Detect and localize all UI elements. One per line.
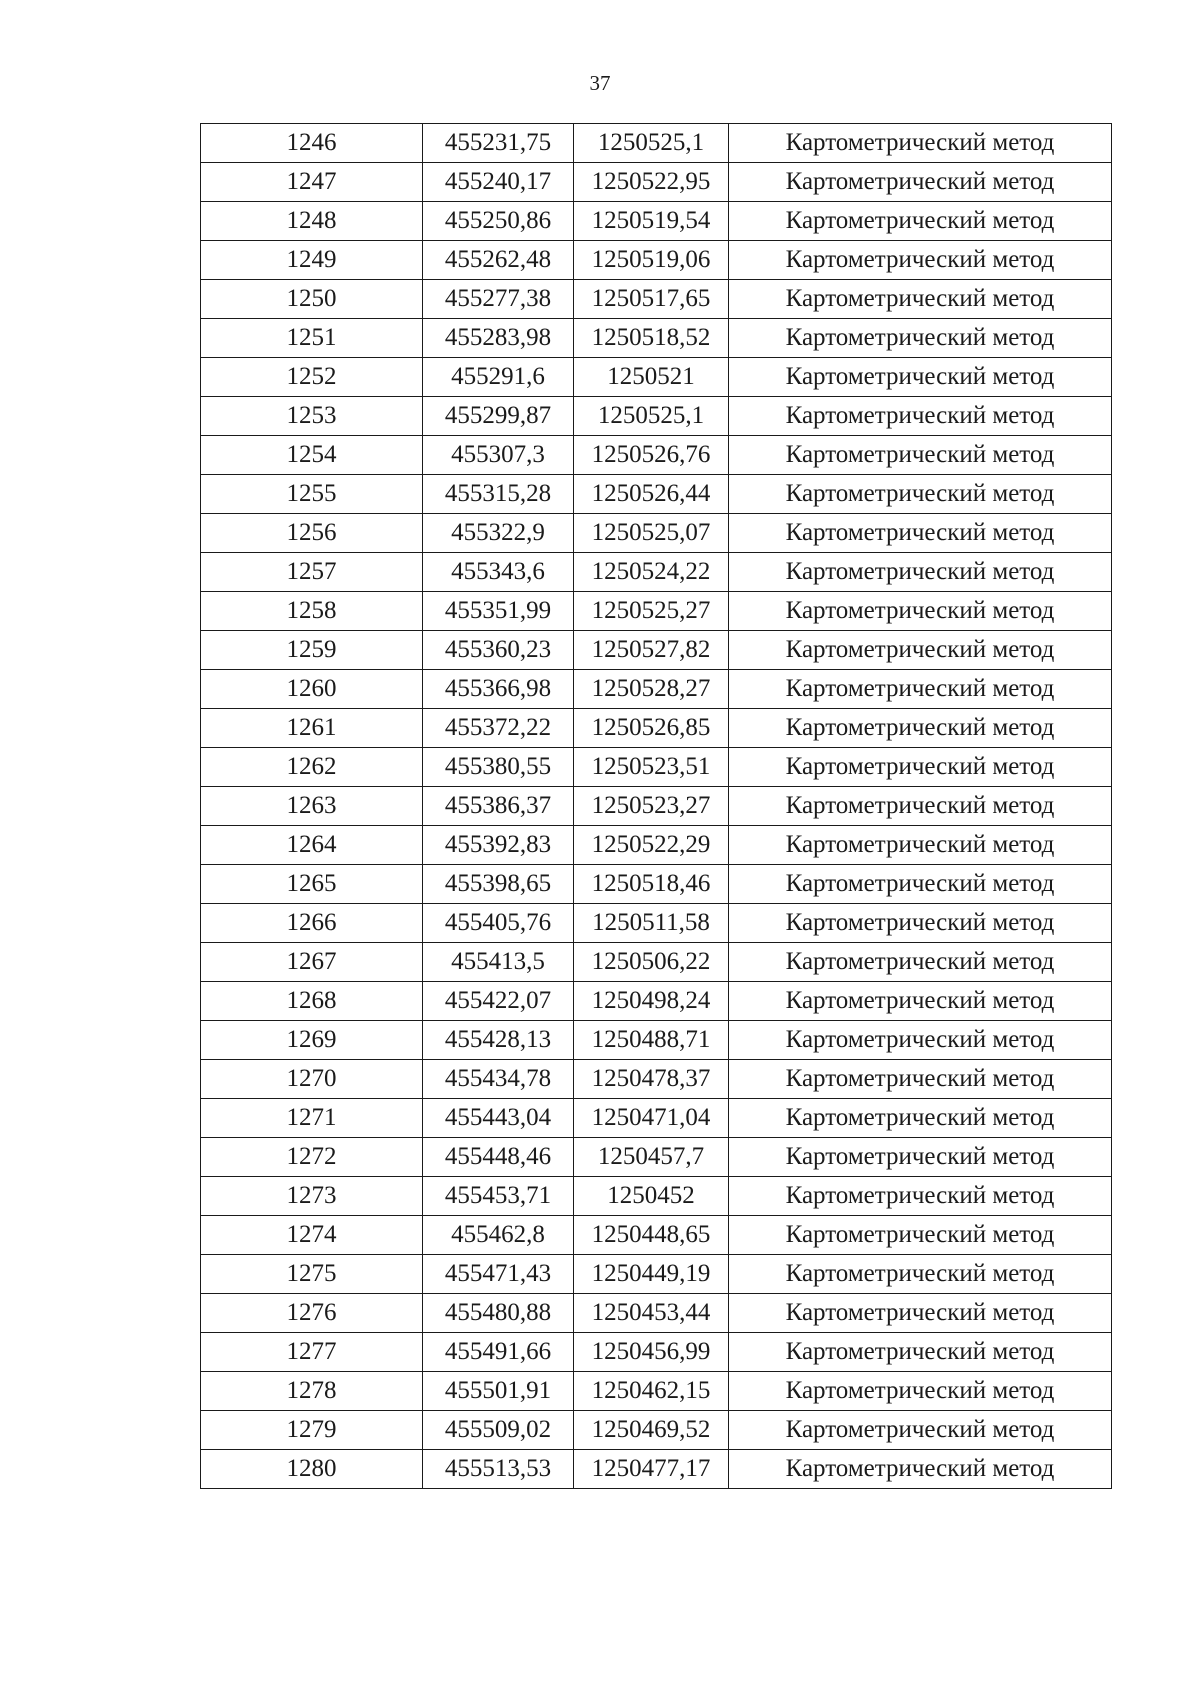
method-cell: Картометрический метод xyxy=(729,1372,1112,1411)
x-coordinate-cell: 455299,87 xyxy=(423,397,574,436)
x-coordinate-cell: 455509,02 xyxy=(423,1411,574,1450)
point-id-cell: 1274 xyxy=(201,1216,423,1255)
method-cell: Картометрический метод xyxy=(729,436,1112,475)
x-coordinate-cell: 455428,13 xyxy=(423,1021,574,1060)
y-coordinate-cell: 1250453,44 xyxy=(574,1294,729,1333)
y-coordinate-cell: 1250506,22 xyxy=(574,943,729,982)
point-id-cell: 1276 xyxy=(201,1294,423,1333)
table-row xyxy=(201,787,1112,826)
y-coordinate-cell: 1250525,27 xyxy=(574,592,729,631)
table-row xyxy=(201,280,1112,319)
x-coordinate-cell: 455262,48 xyxy=(423,241,574,280)
y-coordinate-cell: 1250519,54 xyxy=(574,202,729,241)
x-coordinate-cell: 455277,38 xyxy=(423,280,574,319)
x-coordinate-cell: 455462,8 xyxy=(423,1216,574,1255)
x-coordinate-cell: 455386,37 xyxy=(423,787,574,826)
point-id-cell: 1277 xyxy=(201,1333,423,1372)
table-row xyxy=(201,1060,1112,1099)
table-row xyxy=(201,592,1112,631)
x-coordinate-cell: 455513,53 xyxy=(423,1450,574,1489)
method-cell: Картометрический метод xyxy=(729,1021,1112,1060)
point-id-cell: 1261 xyxy=(201,709,423,748)
table-row xyxy=(201,319,1112,358)
point-id-cell: 1253 xyxy=(201,397,423,436)
x-coordinate-cell: 455351,99 xyxy=(423,592,574,631)
point-id-cell: 1256 xyxy=(201,514,423,553)
method-cell: Картометрический метод xyxy=(729,592,1112,631)
y-coordinate-cell: 1250449,19 xyxy=(574,1255,729,1294)
method-cell: Картометрический метод xyxy=(729,124,1112,163)
method-cell: Картометрический метод xyxy=(729,1216,1112,1255)
x-coordinate-cell: 455453,71 xyxy=(423,1177,574,1216)
y-coordinate-cell: 1250519,06 xyxy=(574,241,729,280)
table-row xyxy=(201,553,1112,592)
method-cell: Картометрический метод xyxy=(729,865,1112,904)
x-coordinate-cell: 455392,83 xyxy=(423,826,574,865)
table-row xyxy=(201,124,1112,163)
table-row xyxy=(201,904,1112,943)
point-id-cell: 1270 xyxy=(201,1060,423,1099)
page-number: 37 xyxy=(589,71,611,95)
method-cell: Картометрический метод xyxy=(729,1255,1112,1294)
x-coordinate-cell: 455398,65 xyxy=(423,865,574,904)
method-cell: Картометрический метод xyxy=(729,787,1112,826)
method-cell: Картометрический метод xyxy=(729,826,1112,865)
point-id-cell: 1266 xyxy=(201,904,423,943)
table-row xyxy=(201,982,1112,1021)
y-coordinate-cell: 1250526,44 xyxy=(574,475,729,514)
table-row xyxy=(201,1450,1112,1489)
method-cell: Картометрический метод xyxy=(729,1177,1112,1216)
y-coordinate-cell: 1250498,24 xyxy=(574,982,729,1021)
point-id-cell: 1262 xyxy=(201,748,423,787)
point-id-cell: 1278 xyxy=(201,1372,423,1411)
point-id-cell: 1248 xyxy=(201,202,423,241)
method-cell: Картометрический метод xyxy=(729,670,1112,709)
method-cell: Картометрический метод xyxy=(729,1099,1112,1138)
point-id-cell: 1265 xyxy=(201,865,423,904)
y-coordinate-cell: 1250488,71 xyxy=(574,1021,729,1060)
table-row xyxy=(201,1255,1112,1294)
point-id-cell: 1258 xyxy=(201,592,423,631)
table-row xyxy=(201,709,1112,748)
table-row xyxy=(201,1099,1112,1138)
table-row xyxy=(201,1294,1112,1333)
point-id-cell: 1250 xyxy=(201,280,423,319)
table-row xyxy=(201,943,1112,982)
method-cell: Картометрический метод xyxy=(729,1138,1112,1177)
point-id-cell: 1259 xyxy=(201,631,423,670)
table-row xyxy=(201,358,1112,397)
method-cell: Картометрический метод xyxy=(729,280,1112,319)
table-row xyxy=(201,163,1112,202)
point-id-cell: 1279 xyxy=(201,1411,423,1450)
x-coordinate-cell: 455405,76 xyxy=(423,904,574,943)
y-coordinate-cell: 1250462,15 xyxy=(574,1372,729,1411)
table-row xyxy=(201,865,1112,904)
table-row xyxy=(201,670,1112,709)
y-coordinate-cell: 1250477,17 xyxy=(574,1450,729,1489)
y-coordinate-cell: 1250523,51 xyxy=(574,748,729,787)
y-coordinate-cell: 1250522,29 xyxy=(574,826,729,865)
y-coordinate-cell: 1250471,04 xyxy=(574,1099,729,1138)
x-coordinate-cell: 455448,46 xyxy=(423,1138,574,1177)
point-id-cell: 1267 xyxy=(201,943,423,982)
method-cell: Картометрический метод xyxy=(729,202,1112,241)
y-coordinate-cell: 1250525,07 xyxy=(574,514,729,553)
y-coordinate-cell: 1250511,58 xyxy=(574,904,729,943)
coordinates-table-body xyxy=(201,124,1112,1489)
y-coordinate-cell: 1250526,85 xyxy=(574,709,729,748)
x-coordinate-cell: 455434,78 xyxy=(423,1060,574,1099)
x-coordinate-cell: 455322,9 xyxy=(423,514,574,553)
table-row xyxy=(201,748,1112,787)
y-coordinate-cell: 1250527,82 xyxy=(574,631,729,670)
y-coordinate-cell: 1250522,95 xyxy=(574,163,729,202)
method-cell: Картометрический метод xyxy=(729,358,1112,397)
table-row xyxy=(201,631,1112,670)
point-id-cell: 1254 xyxy=(201,436,423,475)
point-id-cell: 1251 xyxy=(201,319,423,358)
method-cell: Картометрический метод xyxy=(729,553,1112,592)
point-id-cell: 1264 xyxy=(201,826,423,865)
method-cell: Картометрический метод xyxy=(729,163,1112,202)
method-cell: Картометрический метод xyxy=(729,319,1112,358)
table-row xyxy=(201,397,1112,436)
point-id-cell: 1257 xyxy=(201,553,423,592)
point-id-cell: 1272 xyxy=(201,1138,423,1177)
table-row xyxy=(201,826,1112,865)
y-coordinate-cell: 1250517,65 xyxy=(574,280,729,319)
coordinates-table xyxy=(200,123,1112,1489)
point-id-cell: 1252 xyxy=(201,358,423,397)
method-cell: Картометрический метод xyxy=(729,904,1112,943)
method-cell: Картометрический метод xyxy=(729,241,1112,280)
y-coordinate-cell: 1250452 xyxy=(574,1177,729,1216)
table-row xyxy=(201,475,1112,514)
x-coordinate-cell: 455380,55 xyxy=(423,748,574,787)
y-coordinate-cell: 1250526,76 xyxy=(574,436,729,475)
x-coordinate-cell: 455360,23 xyxy=(423,631,574,670)
method-cell: Картометрический метод xyxy=(729,748,1112,787)
point-id-cell: 1275 xyxy=(201,1255,423,1294)
x-coordinate-cell: 455315,28 xyxy=(423,475,574,514)
y-coordinate-cell: 1250518,46 xyxy=(574,865,729,904)
table-row xyxy=(201,1372,1112,1411)
method-cell: Картометрический метод xyxy=(729,475,1112,514)
point-id-cell: 1263 xyxy=(201,787,423,826)
method-cell: Картометрический метод xyxy=(729,943,1112,982)
point-id-cell: 1246 xyxy=(201,124,423,163)
x-coordinate-cell: 455480,88 xyxy=(423,1294,574,1333)
method-cell: Картометрический метод xyxy=(729,1060,1112,1099)
method-cell: Картометрический метод xyxy=(729,1333,1112,1372)
table-row xyxy=(201,1333,1112,1372)
point-id-cell: 1271 xyxy=(201,1099,423,1138)
x-coordinate-cell: 455422,07 xyxy=(423,982,574,1021)
x-coordinate-cell: 455283,98 xyxy=(423,319,574,358)
table-row xyxy=(201,1216,1112,1255)
table-row xyxy=(201,1177,1112,1216)
y-coordinate-cell: 1250457,7 xyxy=(574,1138,729,1177)
point-id-cell: 1249 xyxy=(201,241,423,280)
method-cell: Картометрический метод xyxy=(729,982,1112,1021)
table-row xyxy=(201,1138,1112,1177)
x-coordinate-cell: 455443,04 xyxy=(423,1099,574,1138)
x-coordinate-cell: 455343,6 xyxy=(423,553,574,592)
method-cell: Картометрический метод xyxy=(729,514,1112,553)
x-coordinate-cell: 455240,17 xyxy=(423,163,574,202)
y-coordinate-cell: 1250525,1 xyxy=(574,397,729,436)
method-cell: Картометрический метод xyxy=(729,631,1112,670)
table-row xyxy=(201,436,1112,475)
method-cell: Картометрический метод xyxy=(729,709,1112,748)
method-cell: Картометрический метод xyxy=(729,1411,1112,1450)
x-coordinate-cell: 455250,86 xyxy=(423,202,574,241)
y-coordinate-cell: 1250524,22 xyxy=(574,553,729,592)
point-id-cell: 1260 xyxy=(201,670,423,709)
x-coordinate-cell: 455307,3 xyxy=(423,436,574,475)
y-coordinate-cell: 1250448,65 xyxy=(574,1216,729,1255)
point-id-cell: 1255 xyxy=(201,475,423,514)
method-cell: Картометрический метод xyxy=(729,397,1112,436)
x-coordinate-cell: 455471,43 xyxy=(423,1255,574,1294)
y-coordinate-cell: 1250518,52 xyxy=(574,319,729,358)
table-row xyxy=(201,1411,1112,1450)
y-coordinate-cell: 1250521 xyxy=(574,358,729,397)
x-coordinate-cell: 455501,91 xyxy=(423,1372,574,1411)
y-coordinate-cell: 1250525,1 xyxy=(574,124,729,163)
table-row xyxy=(201,1021,1112,1060)
x-coordinate-cell: 455231,75 xyxy=(423,124,574,163)
point-id-cell: 1280 xyxy=(201,1450,423,1489)
point-id-cell: 1269 xyxy=(201,1021,423,1060)
table-row xyxy=(201,514,1112,553)
y-coordinate-cell: 1250478,37 xyxy=(574,1060,729,1099)
point-id-cell: 1268 xyxy=(201,982,423,1021)
table-row xyxy=(201,202,1112,241)
x-coordinate-cell: 455291,6 xyxy=(423,358,574,397)
point-id-cell: 1273 xyxy=(201,1177,423,1216)
point-id-cell: 1247 xyxy=(201,163,423,202)
y-coordinate-cell: 1250523,27 xyxy=(574,787,729,826)
table-row xyxy=(201,241,1112,280)
method-cell: Картометрический метод xyxy=(729,1450,1112,1489)
method-cell: Картометрический метод xyxy=(729,1294,1112,1333)
x-coordinate-cell: 455413,5 xyxy=(423,943,574,982)
x-coordinate-cell: 455372,22 xyxy=(423,709,574,748)
y-coordinate-cell: 1250456,99 xyxy=(574,1333,729,1372)
y-coordinate-cell: 1250469,52 xyxy=(574,1411,729,1450)
x-coordinate-cell: 455366,98 xyxy=(423,670,574,709)
x-coordinate-cell: 455491,66 xyxy=(423,1333,574,1372)
y-coordinate-cell: 1250528,27 xyxy=(574,670,729,709)
